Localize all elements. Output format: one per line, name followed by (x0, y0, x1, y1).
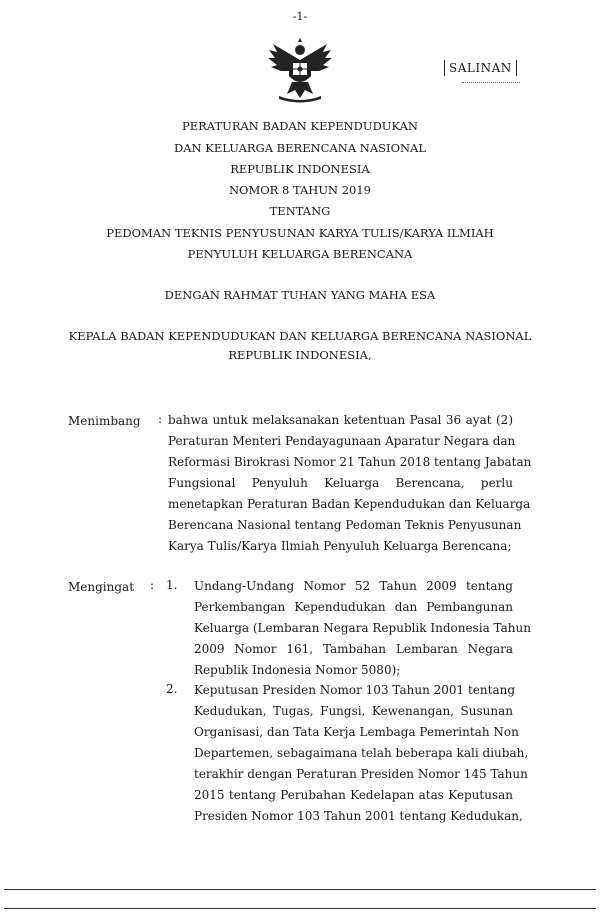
menimbang-line: menetapkan Peraturan Badan Kependudukan dan Keluarga (168, 497, 531, 511)
menimbang-colon: : (158, 412, 163, 426)
menimbang-line: Karya Tulis/Karya Ilmiah Penyuluh Keluarga Berencana; (168, 539, 512, 553)
footer-rule-top (4, 889, 596, 890)
mengingat-item-1-line: 2009 Nomor 161, Tambahan Lembaran Negara (194, 642, 513, 656)
heading-line-5: TENTANG (269, 204, 331, 218)
menimbang-line: Berencana Nasional tentang Pedoman Teknis Penyusunan (168, 518, 522, 532)
heading-line-1: PERATURAN BADAN KEPENDUDUKAN (181, 119, 418, 133)
mengingat-item-2-line: terakhir dengan Peraturan Presiden Nomor 145 Tahun (194, 767, 528, 781)
menimbang-label: Menimbang (68, 414, 141, 428)
mengingat-item-1-line: Republik Indonesia Nomor 5080); (194, 663, 401, 677)
invocation: DENGAN RAHMAT TUHAN YANG MAHA ESA (164, 288, 436, 302)
heading-line-4: NOMOR 8 TAHUN 2019 (228, 183, 372, 197)
mengingat-item-2-line: 2015 tentang Perubahan Kedelapan atas Keputusan (194, 788, 513, 802)
menimbang-line: Reformasi Birokrasi Nomor 21 Tahun 2018 tentang Jabatan (168, 455, 532, 469)
mengingat-item-1 (194, 576, 531, 681)
menimbang-text (168, 410, 532, 557)
heading-line-7: PENYULUH KELUARGA BERENCANA (187, 247, 413, 261)
menimbang-line: bahwa untuk melaksanakan ketentuan Pasal 36 ayat (2) (168, 413, 513, 427)
mengingat-label: Mengingat (68, 580, 135, 594)
footer-rule-bottom (4, 908, 596, 909)
garuda-emblem-icon (265, 38, 335, 104)
authority-line-2: REPUBLIK INDONESIA, (228, 348, 372, 362)
mengingat-item-1-line: Perkembangan Kependudukan dan Pembangunan (194, 600, 513, 614)
copy-stamp: SALINAN (444, 60, 517, 76)
menimbang-line: Fungsional Penyuluh Keluarga Berencana, perlu (168, 476, 513, 490)
authority-line-1: KEPALA BADAN KEPENDUDUKAN DAN KELUARGA BERENCANA NASIONAL (68, 329, 532, 343)
mengingat-item-2-line: Organisasi, dan Tata Kerja Lembaga Pemerintah Non (194, 725, 519, 739)
mengingat-item-2-line: Presiden Nomor 103 Tahun 2001 tentang Kedudukan, (194, 809, 523, 823)
mengingat-colon: : (150, 578, 155, 592)
mengingat-item-2-line: Keputusan Presiden Nomor 103 Tahun 2001 tentang (194, 683, 516, 697)
stamp-underline (462, 82, 520, 83)
mengingat-item-2-line: Departemen, sebagaimana telah beberapa kali diubah, (194, 746, 529, 760)
mengingat-item-2 (194, 680, 529, 827)
page-number: -1- (292, 10, 308, 23)
mengingat-item-1-line: Keluarga (Lembaran Negara Republik Indonesia Tahun (194, 621, 531, 635)
mengingat-item-2-line: Kedudukan, Tugas, Fungsi, Kewenangan, Susunan (194, 704, 513, 718)
mengingat-item-2-number: 2. (166, 682, 178, 696)
menimbang-line: Peraturan Menteri Pendayagunaan Aparatur Negara dan (168, 434, 516, 448)
heading-line-2: DAN KELUARGA BERENCANA NASIONAL (174, 141, 426, 155)
mengingat-item-1-number: 1. (166, 578, 178, 592)
mengingat-item-1-line: Undang-Undang Nomor 52 Tahun 2009 tentang (194, 579, 513, 593)
heading-line-6: PEDOMAN TEKNIS PENYUSUNAN KARYA TULIS/KARYA ILMIAH (106, 226, 494, 240)
heading-line-3: REPUBLIK INDONESIA (230, 162, 370, 176)
